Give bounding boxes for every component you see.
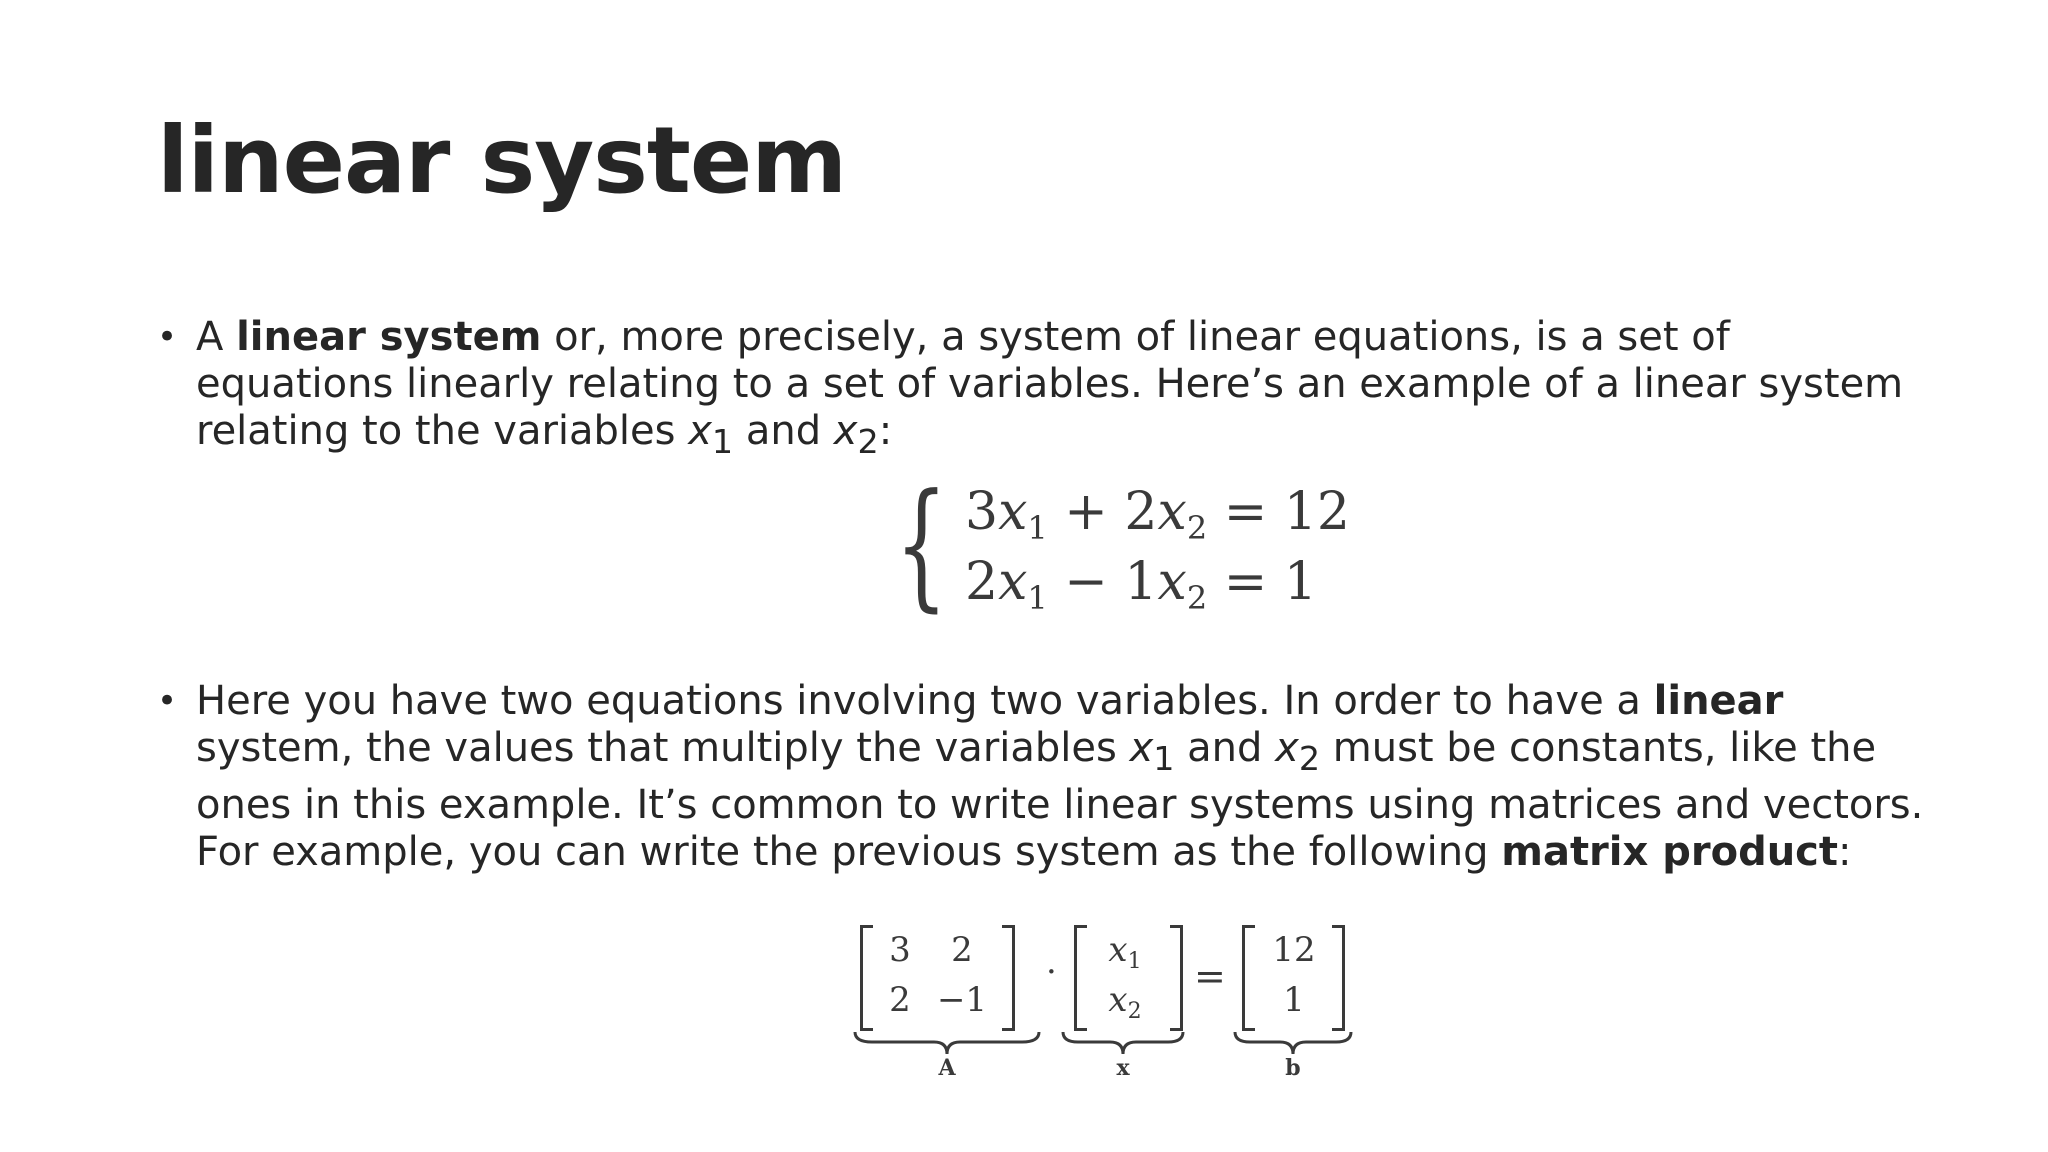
left-brace: { [895, 464, 948, 625]
bold-term-linear-system: linear system [236, 314, 542, 360]
subscript: 2 [1127, 999, 1142, 1024]
subscript: 2 [1186, 579, 1208, 617]
text-segment: and [1174, 725, 1276, 771]
bullet-point-2 [157, 678, 1927, 876]
variable-x: x [688, 408, 712, 454]
variable: x [1157, 552, 1187, 612]
bold-term-matrix-product: matrix product [1501, 829, 1839, 875]
coefficient: 1 [1124, 552, 1158, 612]
coefficient: 2 [1124, 482, 1158, 542]
equals-sign: = [1194, 954, 1226, 998]
matrix-product-equation [852, 920, 1362, 1090]
matrix-a-cell: 2 [951, 930, 973, 970]
variable-x: x [833, 408, 858, 454]
vector-b-cell: 12 [1272, 930, 1316, 970]
subscript: 1 [1027, 509, 1048, 547]
vector-b-cell: 1 [1283, 980, 1305, 1020]
matrix-a-right-bracket [1002, 925, 1015, 1031]
text-segment: and [733, 408, 834, 454]
dot-operator: · [1046, 952, 1057, 992]
equation-line-2 [965, 552, 1317, 628]
label-x: x [1116, 1055, 1130, 1081]
variable: x [1157, 482, 1187, 542]
label-b: b [1285, 1055, 1301, 1081]
text-segment: system, the values that multiply the variables [196, 725, 1130, 771]
coefficient: 3 [965, 482, 999, 542]
slide-title: linear system [157, 107, 847, 214]
subscript: 1 [1127, 949, 1142, 974]
variable: x [1108, 930, 1128, 970]
equation-system [895, 464, 1355, 626]
text-segment: or, more precisely, a system of linear equations, is a set of equations linearly relating to a set of variables. Here’s an example of a linear system relating to the variables [196, 314, 1904, 454]
bullet-marker: • [157, 317, 178, 357]
matrix-a-cell: 3 [889, 930, 911, 970]
variable: x [998, 552, 1028, 612]
text-segment: must be constants, like the ones in this example. It’s common to write linear systems using matrices and vectors. For example, you can write the previous system as the following [196, 725, 1924, 875]
matrix-a-cell: 2 [889, 980, 911, 1020]
subscript: 2 [1186, 509, 1208, 547]
label-a: A [938, 1055, 956, 1081]
bullet-text [196, 678, 1927, 876]
operator: − [1047, 552, 1125, 612]
text-segment: : [1838, 829, 1852, 875]
vector-b-left-bracket [1242, 925, 1255, 1031]
vector-x-right-bracket [1170, 925, 1183, 1031]
bullet-marker: • [157, 681, 178, 721]
right-hand-side: 12 [1283, 482, 1351, 542]
text-segment: A [196, 314, 237, 360]
operator: + [1047, 482, 1125, 542]
variable: x [1108, 980, 1128, 1020]
underbrace-x [1060, 1030, 1186, 1056]
variable-subscript: 1 [1153, 739, 1175, 778]
text-segment: : [878, 408, 893, 454]
bullet-point-1 [157, 314, 1927, 465]
underbrace-b [1232, 1030, 1354, 1056]
vector-x-cell [1088, 980, 1162, 1032]
underbrace-a [852, 1030, 1042, 1056]
coefficient: 2 [965, 552, 999, 612]
variable-subscript: 1 [711, 422, 734, 461]
equals-sign: = [1207, 482, 1284, 542]
subscript: 1 [1027, 579, 1048, 617]
right-hand-side: 1 [1283, 552, 1317, 612]
bold-term-linear: linear [1653, 678, 1784, 724]
matrix-a-left-bracket [860, 925, 873, 1031]
vector-b-right-bracket [1332, 925, 1345, 1031]
bullet-text [196, 314, 1927, 465]
equals-sign: = [1207, 552, 1284, 612]
variable: x [998, 482, 1028, 542]
vector-x-left-bracket [1074, 925, 1087, 1031]
variable-x: x [1275, 725, 1299, 771]
text-segment: Here you have two equations involving two variables. In order to have a [196, 678, 1654, 724]
variable-x: x [1129, 725, 1154, 771]
matrix-a-cell: −1 [936, 980, 988, 1020]
vector-x-cell [1088, 930, 1162, 982]
equation-line-1 [965, 482, 1350, 558]
variable-subscript: 2 [1298, 739, 1321, 778]
variable-subscript: 2 [857, 422, 879, 461]
